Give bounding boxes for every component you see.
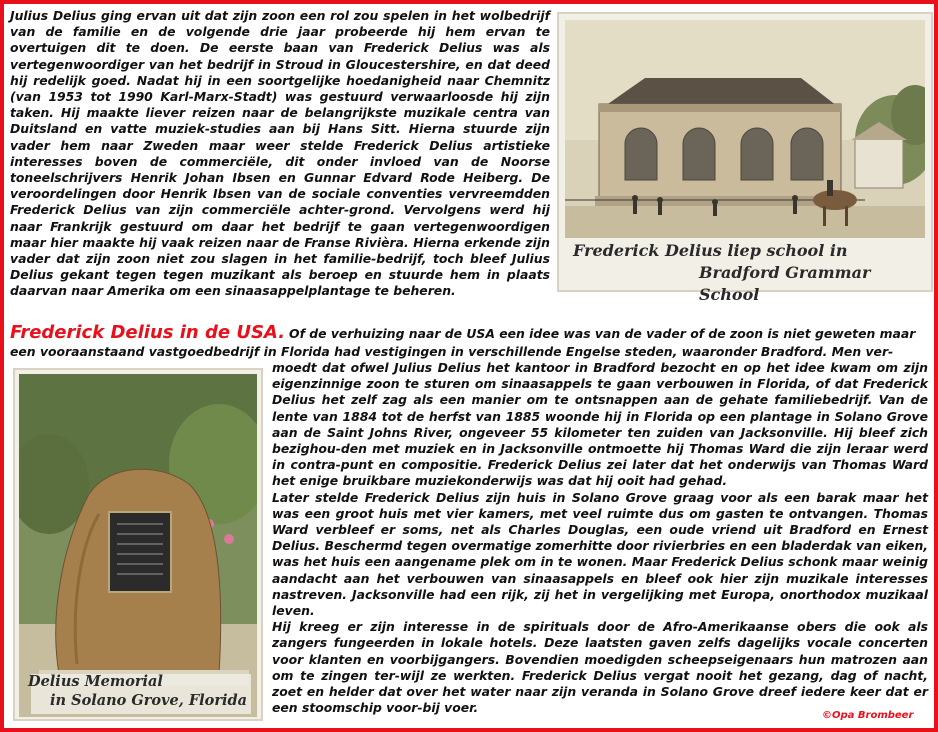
memorial-photo-figure [13, 368, 263, 721]
usa-section-title: Frederick Delius in de USA. [10, 322, 286, 343]
author-credit: ©Opa Brombeer [822, 710, 914, 721]
school-building-image [565, 20, 925, 238]
school-caption-line1: Frederick Delius liep school in [573, 241, 848, 260]
intro-paragraph: Julius Delius ging ervan uit dat zijn zoon een rol zou spelen in het wolbedrijf van de familie en de volgende drie jaar probeerde hij hem ervan te overtuigen dit te doen. De eerste baan van Frederick Delius was als vertegenwoordiger van het bedrijf in Stroud in Gloucestershire, en dat deed hij redelijk goed. Nadat hij in een soortgelijke hoedanigheid naar Chemnitz (van 1953 tot 1990 Karl-Marx-Stadt) was gestuurd verwaarloosde hij zijn taken. Hij maakte liever reizen naar de belangrijkste muzikale centra van Duitsland en vatte muziek-studies aan bij Hans Sitt. Hierna stuurde zijn vader hem naar Zweden maar weer stelde Frederick Delius artistieke interesses boven de commerciële, dit onder invloed van de Noorse toneelschrijvers Henrik Johan Ibsen en Gunnar Edvard Rode Heiberg. De veroordelingen door Henrik Ibsen van de sociale conventies vervreemdden Frederick Delius van zijn commerciële achter-grond. Vervolgens werd hij naar Frankrijk gestuurd om daar het bedrijf te gaan vertegenwoordigen maar hier maakte hij vaak reizen naar de Franse Rivièra. Hierna erkende zijn vader dat zijn zoon niet zou slagen in het familie-bedrijf, toch bleef Julius Delius gekant tegen tegen muzikant als beroep en stuurde hem in plaats daarvan naar Amerika om een sinaasappelplantage te beheren. [10, 8, 550, 299]
usa-lead-text: Of de verhuizing naar de USA een idee was van de vader of de zoon is niet geweten maar een vooraanstaand vastgoedbedrijf in Florida had vestigingen in verschillende Engelse steden, waaronder Bradford. Men ver- [10, 326, 916, 359]
usa-section-body [272, 360, 928, 716]
usa-section-lead [10, 322, 934, 361]
memorial-stone-image [19, 374, 257, 717]
memorial-caption-line1: Delius Memorial [28, 673, 163, 690]
school-photo-figure [557, 12, 933, 304]
memorial-caption-line2: in Solano Grove, Florida [50, 692, 248, 709]
usa-paragraph-3: Hij kreeg er zijn interesse in de spirituals door de Afro-Amerikaanse obers die ook als zangers fungeerden in lokale hotels. Deze laatsten gaven zelfs dagelijks vocale concerten voor klanten en voorbijgangers. Bovendien moedigden scheepseigenaars hun matrozen aan om te zingen ter-wijl ze werkten. Frederick Delius vergat nooit het gezang, dag of nacht, zoet en helder dat over het water naar zijn veranda in Solano Grove dreef iedere keer dat er een stoomschip voor-bij voer. [272, 619, 928, 716]
memorial-photo-caption [28, 672, 248, 710]
usa-paragraph-2: Later stelde Frederick Delius zijn huis in Solano Grove graag voor als een barak maar het was een groot huis met vier kamers, met veel ruimte dus om gasten te ontvangen. Thomas Ward verbleef er soms, net als Charles Douglas, een oude vriend uit Bradford en Ernest Delius. Beschermd tegen overmatige zomerhitte door rivierbries en een bladerdak van eiken, was het huis een aangename plek om in te wonen. Maar Frederick Delius schonk maar weinig aandacht aan het verbouwen van sinaasappels en bleef ook hier zijn muzikale interesses nastreven. Jacksonville had een rijk, zij het in vergelijking met Europa, onorthodox muzikaal leven. [272, 489, 928, 619]
school-caption-line2: Bradford Grammar School [699, 263, 871, 304]
usa-paragraph-1: moedt dat ofwel Julius Delius het kantoor in Bradford bezocht en op het idee kwam om zijn eigenzinnige zoon te sturen om sinaasappels te gaan verbouwen in Florida, of dat Frederick Delius het zelf zag als een manier om te ontsnappen aan de gehate familiebedrijf. Van de lente van 1884 tot de herfst van 1885 woonde hij in Florida op een plantage in Solano Grove aan de Saint Johns River, ongeveer 55 kilometer ten zuiden van Jacksonville. Hij bleef zich bezighou-den met muziek en in Jacksonville ontmoette hij Thomas Ward die zijn leraar werd in contra-punt en compositie. Frederick Delius zei later dat het onderwijs van Thomas Ward het enige bruikbare muziekonderwijs was dat hij ooit had gehad. [272, 360, 928, 489]
school-photo-caption [565, 240, 925, 304]
